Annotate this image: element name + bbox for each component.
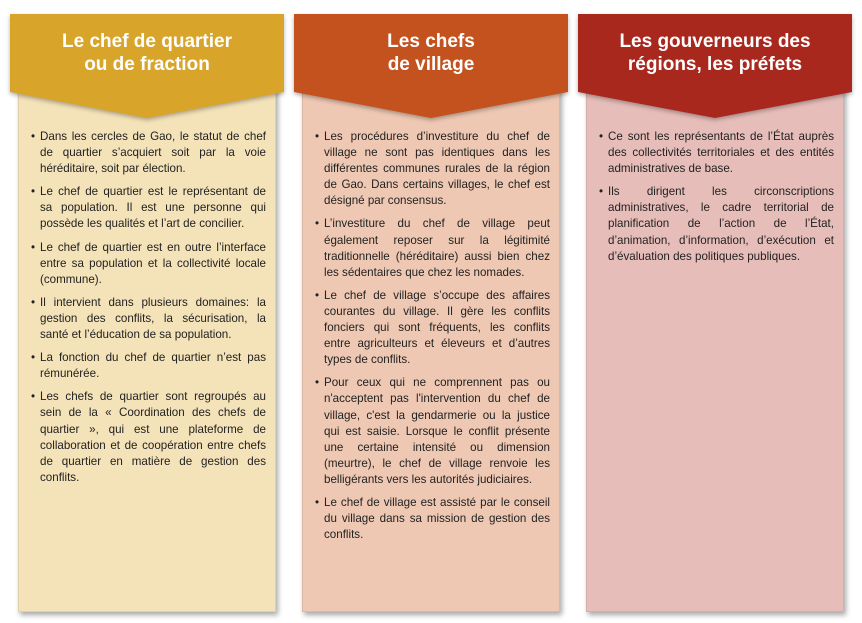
- bullet-list: [302, 129, 560, 550]
- column-chef-de-quartier: [10, 14, 284, 612]
- bullet-list: [18, 129, 276, 493]
- list-item: • Le chef de quartier est en outre l’interface entre sa population et la collectivité locale (commune).: [32, 240, 266, 288]
- list-item: • Il intervient dans plusieurs domaines: la gestion des conflits, la sécurisation, la santé et l’éducation de sa population.: [32, 295, 266, 343]
- list-item: • La fonction du chef de quartier n’est pas rémunérée.: [32, 350, 266, 382]
- column-header: [578, 14, 852, 120]
- list-item: • Les chefs de quartier sont regroupés au sein de la « Coordination des chefs de quartier », qui est une plateforme de collaboration et de coopération entre chefs de quartier en matière de gestion des conflits.: [32, 389, 266, 486]
- list-item: • Pour ceux qui ne comprennent pas ou n'acceptent pas l'intervention du chef de village, c'est la gendarmerie ou la justice qui est saisie. Lorsque le conflit présente une certaine intensité ou dimension (meurtre), le chef de village renvoie les belligérants vers les autorités judiciaires.: [316, 375, 550, 488]
- column-gouverneurs-prefets: [578, 14, 852, 612]
- column-chefs-de-village: [294, 14, 568, 612]
- list-item: • L’investiture du chef de village peut également reposer sur la légitimité traditionnelle (héréditaire) aussi bien chez les sédentaires que chez les nomades.: [316, 216, 550, 280]
- column-header: [10, 14, 284, 120]
- bullet-list: [586, 129, 844, 272]
- column-title: Le chef de quartier ou de fraction: [62, 31, 232, 75]
- list-item: • Dans les cercles de Gao, le statut de chef de quartier s’acquiert soit par la voie héréditaire, soit par élection.: [32, 129, 266, 177]
- list-item: • Ils dirigent les circonscriptions administratives, le cadre territorial de planification de l’action de l’État, d’animation, d’information, d’exécution et d’évaluation des politiques publiques.: [600, 184, 834, 264]
- list-item: • Le chef de village est assisté par le conseil du village dans sa mission de gestion des conflits.: [316, 495, 550, 543]
- column-title: Les gouverneurs des régions, les préfets: [619, 31, 811, 75]
- list-item: • Le chef de quartier est le représentant de sa population. Il est une personne qui possède les qualités et l’art de concilier.: [32, 184, 266, 232]
- column-title: Les chefs de village: [387, 31, 475, 75]
- list-item: • Ce sont les représentants de l’État auprès des collectivités territoriales et des entités administratives de base.: [600, 129, 834, 177]
- column-header: [294, 14, 568, 120]
- list-item: • Les procédures d’investiture du chef de village ne sont pas identiques dans les différentes communes rurales de la région de Gao. Dans certains villages, le chef est désigné par consensus.: [316, 129, 550, 209]
- list-item: • Le chef de village s’occupe des affaires courantes du village. Il gère les conflits fonciers qui sont fréquents, les conflits entre agriculteurs et éleveurs et d’autres types de conflits.: [316, 288, 550, 368]
